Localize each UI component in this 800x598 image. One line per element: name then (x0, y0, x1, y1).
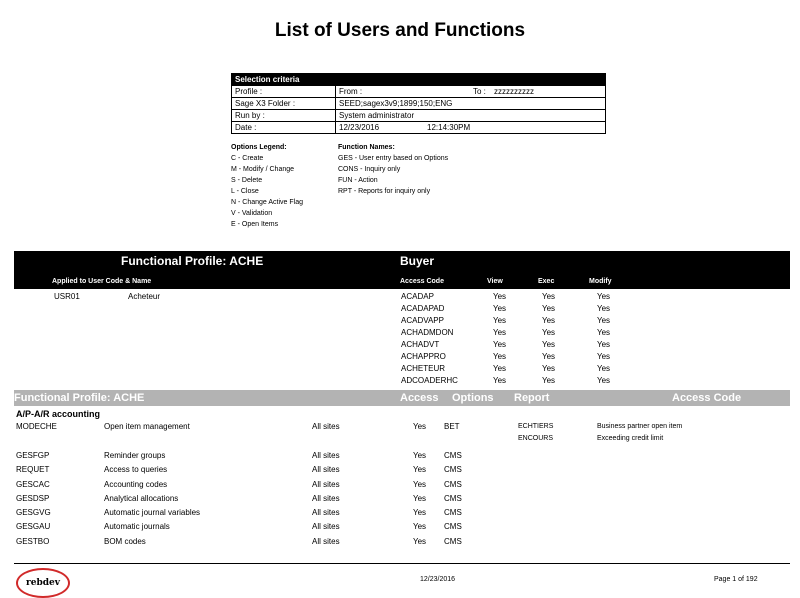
function-access: Yes (413, 508, 427, 518)
access-code: ACADAP (401, 292, 434, 301)
legend-item: N - Change Active Flag (231, 199, 303, 206)
access-code: ACHAPPRO (401, 352, 446, 361)
col-access: Access (400, 392, 439, 404)
access-view: Yes (493, 340, 507, 349)
profile-row (232, 85, 605, 97)
access-modify: Yes (597, 376, 611, 385)
function-row (16, 536, 496, 550)
access-code: ACHADVT (401, 340, 440, 349)
function-code: GESFGP (16, 451, 50, 460)
table-row (401, 363, 621, 375)
col-user: Applied to User Code & Name (52, 278, 152, 285)
runby-value: System administrator (339, 111, 415, 120)
access-modify: Yes (597, 328, 611, 337)
col-report-access-code: Access Code (672, 392, 742, 404)
access-view: Yes (493, 316, 507, 325)
table-row (401, 327, 621, 339)
access-exec: Yes (542, 316, 556, 325)
function-row (16, 421, 716, 433)
access-modify: Yes (597, 292, 611, 301)
access-exec: Yes (542, 328, 556, 337)
function-sites: All sites (312, 422, 340, 431)
access-code: ACHETEUR (401, 364, 446, 373)
col-modify: Modify (589, 278, 612, 285)
functions-list (16, 450, 496, 550)
function-name: Reminder groups (104, 451, 166, 460)
function-name: Open item management (104, 422, 190, 431)
access-code: ACHADMDON (401, 328, 454, 337)
function-code: MODECHE (16, 422, 57, 431)
access-code: ACADAPAD (401, 304, 445, 313)
rebdev-logo: rebdev (16, 568, 70, 598)
selection-criteria-box (231, 73, 606, 134)
runby-row (232, 109, 605, 121)
function-code: GESTBO (16, 536, 50, 546)
access-view: Yes (493, 352, 507, 361)
function-sites: All sites (312, 508, 340, 518)
time-value: 12:14:30PM (427, 123, 471, 132)
table-row (401, 375, 621, 387)
access-view: Yes (493, 304, 507, 313)
access-modify: Yes (597, 316, 611, 325)
access-exec: Yes (542, 352, 556, 361)
access-modify: Yes (597, 364, 611, 373)
function-name-item: RPT - Reports for inquiry only (338, 188, 431, 195)
profile-name: Buyer (400, 254, 435, 268)
grey-band-title: Functional Profile: ACHE (14, 392, 145, 404)
table-row (401, 303, 621, 315)
function-row (16, 464, 496, 478)
legend-item: M - Modify / Change (231, 166, 295, 173)
function-options: CMS (444, 508, 462, 518)
function-row (16, 450, 496, 464)
function-access: Yes (413, 451, 427, 460)
to-label: To : (473, 87, 486, 96)
col-exec: Exec (538, 278, 555, 285)
function-code: GESGAU (16, 522, 51, 532)
functions-header-band (14, 390, 790, 406)
function-sites: All sites (312, 465, 340, 475)
report-desc: Exceeding credit limit (597, 435, 664, 442)
function-code: GESGVG (16, 508, 51, 518)
access-exec: Yes (542, 340, 556, 349)
legend-item: C - Create (231, 155, 264, 162)
profile-label: Profile : (235, 87, 263, 96)
report-title: List of Users and Functions (274, 20, 526, 41)
access-exec: Yes (542, 376, 556, 385)
function-sites: All sites (312, 536, 340, 546)
legend-item: L - Close (231, 188, 259, 195)
function-name: Accounting codes (104, 479, 168, 489)
function-name: Access to queries (104, 465, 168, 475)
function-options: CMS (444, 493, 462, 503)
runby-label: Run by : (235, 111, 265, 120)
folder-row (232, 97, 605, 109)
from-label: From : (339, 87, 363, 96)
function-code: GESDSP (16, 493, 50, 503)
report-desc: Business partner open item (597, 423, 683, 430)
function-options: CMS (444, 479, 462, 489)
function-code: REQUET (16, 465, 50, 475)
footer-divider (14, 563, 790, 564)
access-view: Yes (493, 364, 507, 373)
function-row (16, 507, 496, 521)
function-sites: All sites (312, 522, 340, 532)
access-table (401, 291, 621, 387)
function-access: Yes (413, 536, 427, 546)
date-row (232, 121, 605, 133)
table-row (401, 315, 621, 327)
options-legend (231, 142, 303, 230)
function-row (16, 521, 496, 535)
function-options: CMS (444, 451, 462, 460)
function-name-item: CONS - Inquiry only (338, 166, 401, 173)
table-row (401, 291, 621, 303)
report-code: ENCOURS (518, 435, 554, 442)
folder-label: Sage X3 Folder : (235, 99, 296, 108)
function-name-item: GES - User entry based on Options (338, 155, 449, 162)
functional-profile-band (14, 251, 790, 289)
to-value: zzzzzzzzzz (494, 87, 534, 96)
legend-item: V - Validation (231, 210, 273, 217)
function-access: Yes (413, 479, 427, 489)
options-legend-title: Options Legend: (231, 144, 287, 151)
legend-item: S - Delete (231, 177, 263, 184)
function-name-item: FUN - Action (338, 177, 378, 184)
legend-item: E - Open Items (231, 221, 279, 228)
function-name: BOM codes (104, 536, 146, 546)
function-names-title: Function Names: (338, 144, 395, 151)
function-name: Analytical allocations (104, 493, 179, 503)
report-code: ECHTIERS (518, 423, 554, 430)
function-access: Yes (413, 465, 427, 475)
function-options: CMS (444, 522, 462, 532)
access-view: Yes (493, 328, 507, 337)
access-exec: Yes (542, 364, 556, 373)
function-access: Yes (413, 422, 427, 431)
footer-date: 12/23/2016 (420, 576, 456, 583)
function-options: CMS (444, 465, 462, 475)
table-row (401, 339, 621, 351)
access-code: ADCOADERHC (401, 376, 458, 385)
col-report: Report (514, 392, 550, 404)
access-exec: Yes (542, 304, 556, 313)
function-sites: All sites (312, 451, 340, 460)
function-name: Automatic journals (104, 522, 170, 532)
access-modify: Yes (597, 304, 611, 313)
function-sites: All sites (312, 479, 340, 489)
access-exec: Yes (542, 292, 556, 301)
section-title: A/P-A/R accounting (16, 409, 101, 419)
user-name: Acheteur (128, 292, 161, 301)
function-options: BET (444, 422, 460, 431)
function-sites: All sites (312, 493, 340, 503)
function-code: GESCAC (16, 479, 50, 489)
footer-page: Page 1 of 192 (714, 576, 758, 583)
access-code: ACADVAPP (401, 316, 444, 325)
user-code: USR01 (54, 292, 80, 301)
access-modify: Yes (597, 352, 611, 361)
function-name: Automatic journal variables (104, 508, 201, 518)
function-access: Yes (413, 493, 427, 503)
function-options: CMS (444, 536, 462, 546)
date-value: 12/23/2016 (339, 123, 380, 132)
access-view: Yes (493, 292, 507, 301)
folder-value: SEED;sagex3v9;1899;150;ENG (339, 99, 453, 108)
table-row (401, 351, 621, 363)
function-row (16, 479, 496, 493)
function-names-legend (338, 142, 448, 197)
profile-title: Functional Profile: ACHE (121, 254, 264, 268)
col-access-code: Access Code (400, 278, 444, 285)
col-view: View (487, 278, 503, 285)
function-access: Yes (413, 522, 427, 532)
col-options: Options (452, 392, 494, 404)
access-modify: Yes (597, 340, 611, 349)
access-view: Yes (493, 376, 507, 385)
function-row (16, 493, 496, 507)
selection-criteria-header: Selection criteria (232, 74, 605, 85)
date-label: Date : (235, 123, 257, 132)
